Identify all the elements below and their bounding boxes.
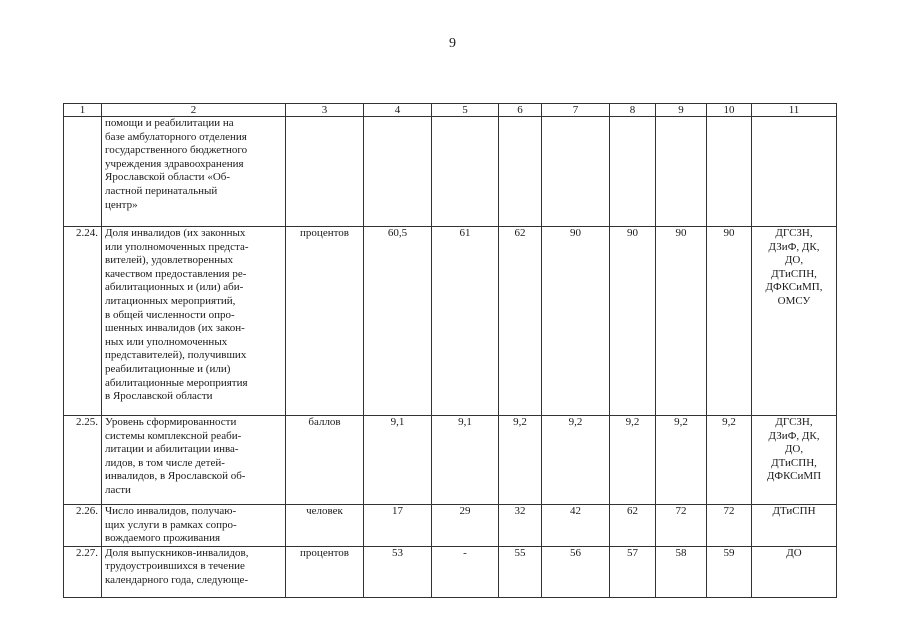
table-row [64, 416, 837, 505]
unit-cell: человек [286, 505, 364, 547]
responsible-line: ДГСЗН, [775, 227, 813, 239]
value-cell: 17 [364, 505, 432, 547]
responsible-cell [752, 546, 837, 597]
row-number-cell: 2.27. [64, 546, 102, 597]
indicator-name-line: системы комплексной реаби- [105, 429, 242, 442]
responsible-line: ДТиСПН, [771, 267, 817, 280]
value-cell: - [432, 546, 499, 597]
indicator-name-line: или уполномоченных предста- [105, 240, 249, 253]
value-cell [432, 117, 499, 227]
value-cell: 72 [707, 505, 752, 547]
indicator-name-line: государственного бюджетного [105, 144, 248, 157]
value-cell: 58 [656, 546, 707, 597]
responsible-line: ДЗиФ, ДК, [768, 429, 820, 442]
indicator-name-line: в Ярославской области [105, 390, 213, 403]
header-cell: 7 [542, 104, 610, 117]
responsible-line: ДФКСиМП, [765, 281, 823, 294]
header-cell: 6 [499, 104, 542, 117]
header-row [64, 104, 837, 117]
header-cell: 3 [286, 104, 364, 117]
indicator-name-line: в общей численности опро- [105, 308, 235, 321]
header-cell: 9 [656, 104, 707, 117]
table-row [64, 505, 837, 547]
indicator-name-line: календарного года, следующе- [105, 573, 249, 586]
value-cell: 42 [542, 505, 610, 547]
responsible-cell [752, 227, 837, 416]
responsible-cell [752, 117, 837, 227]
value-cell: 60,5 [364, 227, 432, 416]
indicator-name-line: вождаемого проживания [105, 532, 221, 545]
responsible-line: ДТиСПН, [771, 456, 817, 469]
indicator-name-line: Число инвалидов, получаю- [105, 505, 237, 517]
indicator-name-line: инвалидов, в Ярославской об- [105, 470, 246, 483]
value-cell: 32 [499, 505, 542, 547]
indicator-name-line: литационных мероприятий, [105, 294, 236, 307]
header-cell: 4 [364, 104, 432, 117]
page-number: 9 [449, 36, 456, 51]
header-cell: 5 [432, 104, 499, 117]
responsible-line: ОМСУ [777, 294, 811, 307]
header-cell: 11 [752, 104, 837, 117]
table-row [64, 227, 837, 416]
value-cell: 9,2 [499, 416, 542, 505]
indicator-name-line: представителей), получивших [105, 349, 247, 362]
value-cell: 57 [610, 546, 656, 597]
responsible-line: ДТиСПН [772, 505, 816, 517]
responsible-line: ДФКСиМП [766, 470, 822, 483]
header-cell: 1 [64, 104, 102, 117]
value-cell: 9,1 [432, 416, 499, 505]
indicator-name-line: Ярославской области «Об- [105, 171, 231, 184]
value-cell [499, 117, 542, 227]
indicator-name-line: абилитационные мероприятия [105, 376, 248, 389]
table-row [64, 546, 837, 597]
indicator-name-line: ластной перинатальный [105, 184, 218, 197]
value-cell: 62 [610, 505, 656, 547]
row-number-cell: 2.25. [64, 416, 102, 505]
indicator-name-line: учреждения здравоохранения [105, 157, 244, 170]
header-cell: 10 [707, 104, 752, 117]
responsible-cell [752, 505, 837, 547]
responsible-cell [752, 416, 837, 505]
indicator-name-line: Доля выпускников-инвалидов, [105, 546, 249, 559]
responsible-line: ДО, [784, 443, 804, 456]
responsible-line: ДО [786, 546, 802, 559]
unit-cell: баллов [286, 416, 364, 505]
value-cell: 55 [499, 546, 542, 597]
table-row [64, 117, 837, 227]
indicator-name-line: Уровень сформированности [105, 416, 237, 428]
indicator-name-line: абилитационных и (или) аби- [105, 281, 244, 294]
value-cell [656, 117, 707, 227]
indicator-name-line: трудоустроившихся в течение [105, 560, 245, 573]
indicator-name-cell [102, 546, 286, 597]
value-cell: 56 [542, 546, 610, 597]
value-cell [610, 117, 656, 227]
value-cell: 72 [656, 505, 707, 547]
indicator-name-cell [102, 227, 286, 416]
header-cell: 8 [610, 104, 656, 117]
indicator-name-line: щих услуги в рамках сопро- [105, 518, 237, 531]
indicators-table [63, 103, 837, 598]
row-number-cell: 2.24. [64, 227, 102, 416]
indicator-name-line: шенных инвалидов (их закон- [105, 322, 245, 335]
value-cell: 9,2 [656, 416, 707, 505]
unit-cell: процентов [286, 227, 364, 416]
value-cell: 9,2 [542, 416, 610, 505]
value-cell: 90 [542, 227, 610, 416]
value-cell: 59 [707, 546, 752, 597]
header-cell: 2 [102, 104, 286, 117]
value-cell: 90 [707, 227, 752, 416]
indicator-name-line: базе амбулаторного отделения [105, 130, 247, 143]
indicator-name-cell [102, 505, 286, 547]
indicator-name-cell [102, 416, 286, 505]
unit-cell [286, 117, 364, 227]
value-cell: 90 [610, 227, 656, 416]
indicator-name-cell [102, 117, 286, 227]
indicator-name-line: ных или уполномоченных [105, 335, 228, 348]
indicator-name-line: вителей), удовлетворенных [105, 254, 233, 267]
responsible-line: ДГСЗН, [775, 416, 813, 428]
value-cell: 9,1 [364, 416, 432, 505]
indicator-name-line: центр» [105, 198, 138, 211]
row-number-cell: 2.26. [64, 505, 102, 547]
indicator-name-line: Доля инвалидов (их законных [105, 227, 246, 239]
unit-cell: процентов [286, 546, 364, 597]
value-cell: 53 [364, 546, 432, 597]
value-cell: 61 [432, 227, 499, 416]
indicator-name-line: литации и абилитации инва- [105, 443, 239, 456]
indicator-name-line: ласти [105, 483, 131, 496]
value-cell: 29 [432, 505, 499, 547]
indicator-name-line: качеством предоставления ре- [105, 267, 247, 280]
responsible-line: ДО, [784, 254, 804, 267]
value-cell: 62 [499, 227, 542, 416]
value-cell: 9,2 [610, 416, 656, 505]
value-cell [707, 117, 752, 227]
row-number-cell [64, 117, 102, 227]
indicator-name-line: помощи и реабилитации на [105, 117, 234, 129]
indicator-name-line: реабилитационные и (или) [105, 362, 231, 375]
responsible-line: ДЗиФ, ДК, [768, 240, 820, 253]
value-cell [364, 117, 432, 227]
value-cell [542, 117, 610, 227]
value-cell: 90 [656, 227, 707, 416]
value-cell: 9,2 [707, 416, 752, 505]
indicator-name-line: лидов, в том числе детей- [105, 456, 225, 469]
